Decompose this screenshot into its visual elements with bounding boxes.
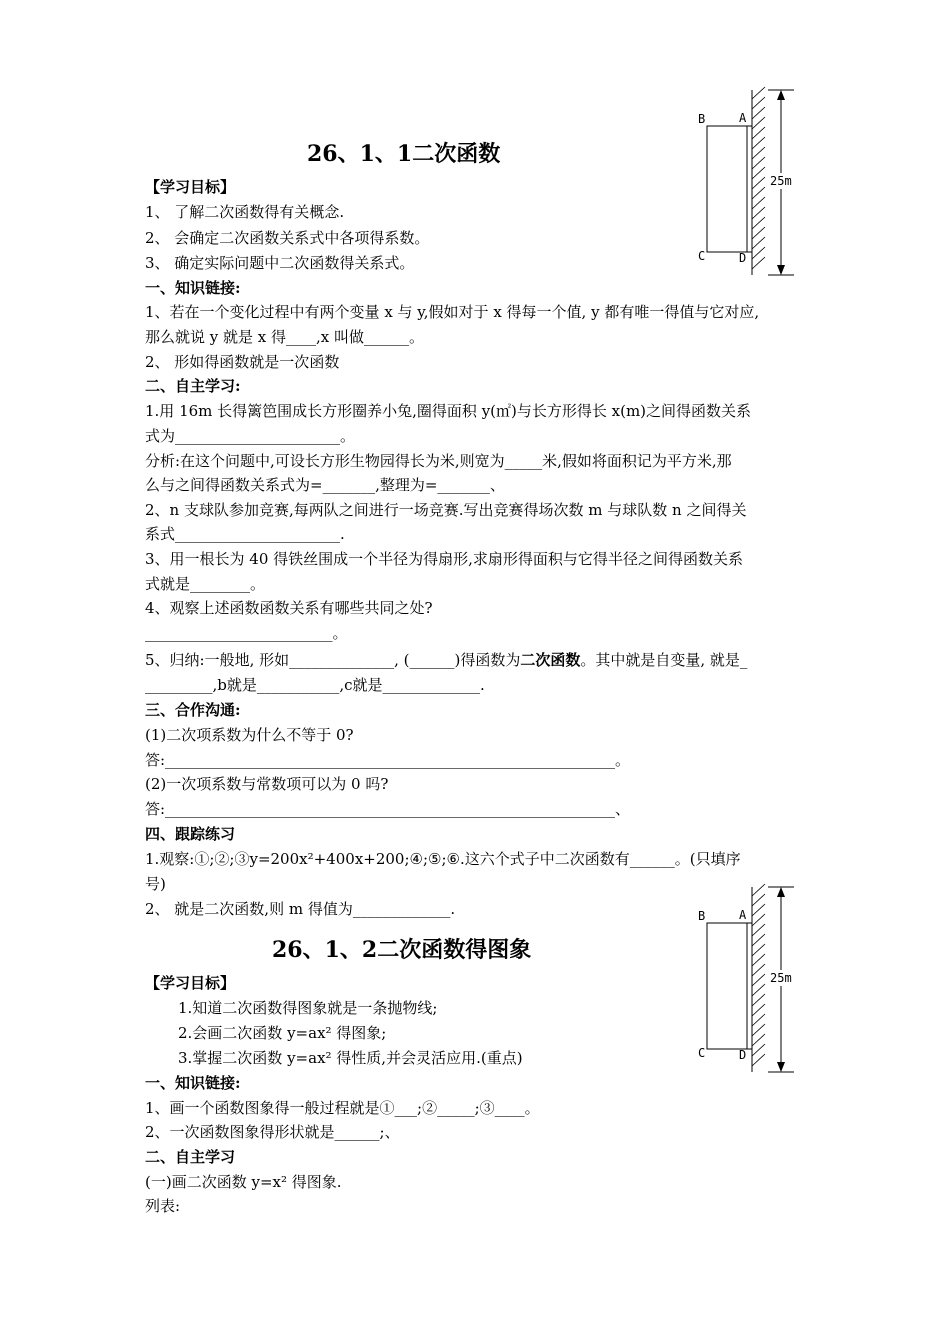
section1-coop-text: 答:____________________________________________________________、 bbox=[145, 800, 631, 818]
section2-links-heading: 一、知识链接: bbox=[145, 1074, 241, 1092]
section1-practice-text: 2、 就是二次函数,则 m 得值为_____________. bbox=[145, 900, 456, 918]
length-label: 25m bbox=[770, 971, 792, 985]
wall-rectangle-figure bbox=[690, 85, 810, 285]
section2-self-text: 列表: bbox=[145, 1197, 181, 1215]
section1-summary-line2: _________,b就是___________,c就是_____________. bbox=[145, 676, 485, 694]
label-c: C bbox=[698, 249, 706, 263]
wall-rectangle-figure-2 bbox=[690, 882, 810, 1082]
section1-coop-text: (2)一次项系数与常数项可以为 0 吗? bbox=[145, 775, 389, 793]
section2-link-text: 2、一次函数图象得形状就是______;、 bbox=[145, 1123, 400, 1141]
section1-self-text: 4、观察上述函数函数关系有哪些共同之处? bbox=[145, 599, 433, 617]
section2-title: 26、1、2二次函数得图象 bbox=[272, 937, 532, 963]
section1-coop-text: (1)二次项系数为什么不等于 0? bbox=[145, 726, 354, 744]
section1-practice-text: 1.观察:①;②;③y=200x²+400x+200;④;⑤;⑥.这六个式子中二次函数有______。(只填序 bbox=[145, 850, 741, 868]
section2-goal: 2.会画二次函数 y=ax² 得图象; bbox=[178, 1024, 387, 1042]
label-d: D bbox=[739, 251, 747, 265]
section1-self-text: 1.用 16m 长得篱笆围成长方形圈养小兔,圈得面积 y(㎡)与长方形得长 x(m)之间得函数关系 bbox=[145, 402, 752, 420]
section1-links-heading: 一、知识链接: bbox=[145, 279, 241, 297]
arrow-down-icon bbox=[777, 265, 785, 275]
section2-self-text: (一)画二次函数 y=x² 得图象. bbox=[145, 1173, 342, 1191]
section1-self-text: 系式______________________. bbox=[145, 525, 345, 543]
section1-self-text: 么与之间得函数关系式为=_______,整理为=_______、 bbox=[145, 476, 505, 494]
section1-self-text: 3、用一根长为 40 得铁丝围成一个半径为得扇形,求扇形得面积与它得半径之间得函数关系 bbox=[145, 550, 743, 568]
section1-coop-heading: 三、合作沟通: bbox=[145, 701, 241, 719]
arrow-up-icon bbox=[777, 90, 785, 100]
label-a: A bbox=[739, 908, 747, 922]
section1-practice-text: 号) bbox=[145, 875, 166, 893]
section2-goals-heading: 【学习目标】 bbox=[145, 974, 236, 992]
rectangle-enclosure bbox=[707, 923, 747, 1049]
section1-self-text: 式就是________。 bbox=[145, 575, 266, 593]
section1-self-text: 式为______________________。 bbox=[145, 427, 356, 445]
section1-coop-text: 答:____________________________________________________________。 bbox=[145, 751, 631, 769]
rectangle-enclosure bbox=[707, 126, 747, 252]
arrow-down-icon bbox=[777, 1062, 785, 1072]
section2-link-text: 1、画一个函数图象得一般过程就是①___;②_____;③____。 bbox=[145, 1099, 540, 1117]
summary-post: 。其中就是自变量, 就是_ bbox=[580, 651, 748, 669]
label-b: B bbox=[698, 112, 706, 126]
label-c: C bbox=[698, 1046, 706, 1060]
summary-pre: 5、归纳:一般地, 形如______________, (______)得函数为 bbox=[145, 651, 521, 669]
section1-link-text: 那么就说 y 就是 x 得____,x 叫做______。 bbox=[145, 328, 425, 346]
label-b: B bbox=[698, 909, 706, 923]
section1-goals-heading: 【学习目标】 bbox=[145, 178, 236, 196]
wall-hatching bbox=[752, 884, 765, 1066]
section1-goal: 1、 了解二次函数得有关概念. bbox=[145, 203, 345, 221]
section1-goal: 3、 确定实际问题中二次函数得关系式。 bbox=[145, 254, 415, 272]
section1-self-text: 2、n 支球队参加竞赛,每两队之间进行一场竞赛.写出竞赛得场次数 m 与球队数 n 之间得关 bbox=[145, 501, 747, 519]
section1-self-heading: 二、自主学习: bbox=[145, 377, 241, 395]
section1-practice-heading: 四、跟踪练习 bbox=[145, 825, 236, 843]
section1-summary bbox=[145, 650, 747, 670]
label-a: A bbox=[739, 111, 747, 125]
section2-goal: 3.掌握二次函数 y=ax² 得性质,并会灵活应用.(重点) bbox=[178, 1049, 523, 1067]
length-label: 25m bbox=[770, 174, 792, 188]
label-d: D bbox=[739, 1048, 747, 1062]
section1-self-text: 分析:在这个问题中,可设长方形生物园得长为米,则宽为_____米,假如将面积记为平方米,那 bbox=[145, 452, 732, 470]
section1-link-text: 1、若在一个变化过程中有两个变量 x 与 y,假如对于 x 得每一个值, y 都有唯一得值与它对应, bbox=[145, 303, 760, 321]
section1-goal: 2、 会确定二次函数关系式中各项得系数。 bbox=[145, 229, 430, 247]
arrow-up-icon bbox=[777, 887, 785, 897]
summary-bold-term: 二次函数 bbox=[520, 651, 581, 669]
section1-link-text: 2、 形如得函数就是一次函数 bbox=[145, 353, 340, 371]
section2-self-heading: 二、自主学习 bbox=[145, 1148, 236, 1166]
section2-goal: 1.知道二次函数得图象就是一条抛物线; bbox=[178, 999, 438, 1017]
wall-hatching bbox=[752, 87, 765, 269]
section1-title: 26、1、1二次函数 bbox=[307, 141, 501, 167]
section1-self-text: _________________________。 bbox=[145, 624, 348, 642]
